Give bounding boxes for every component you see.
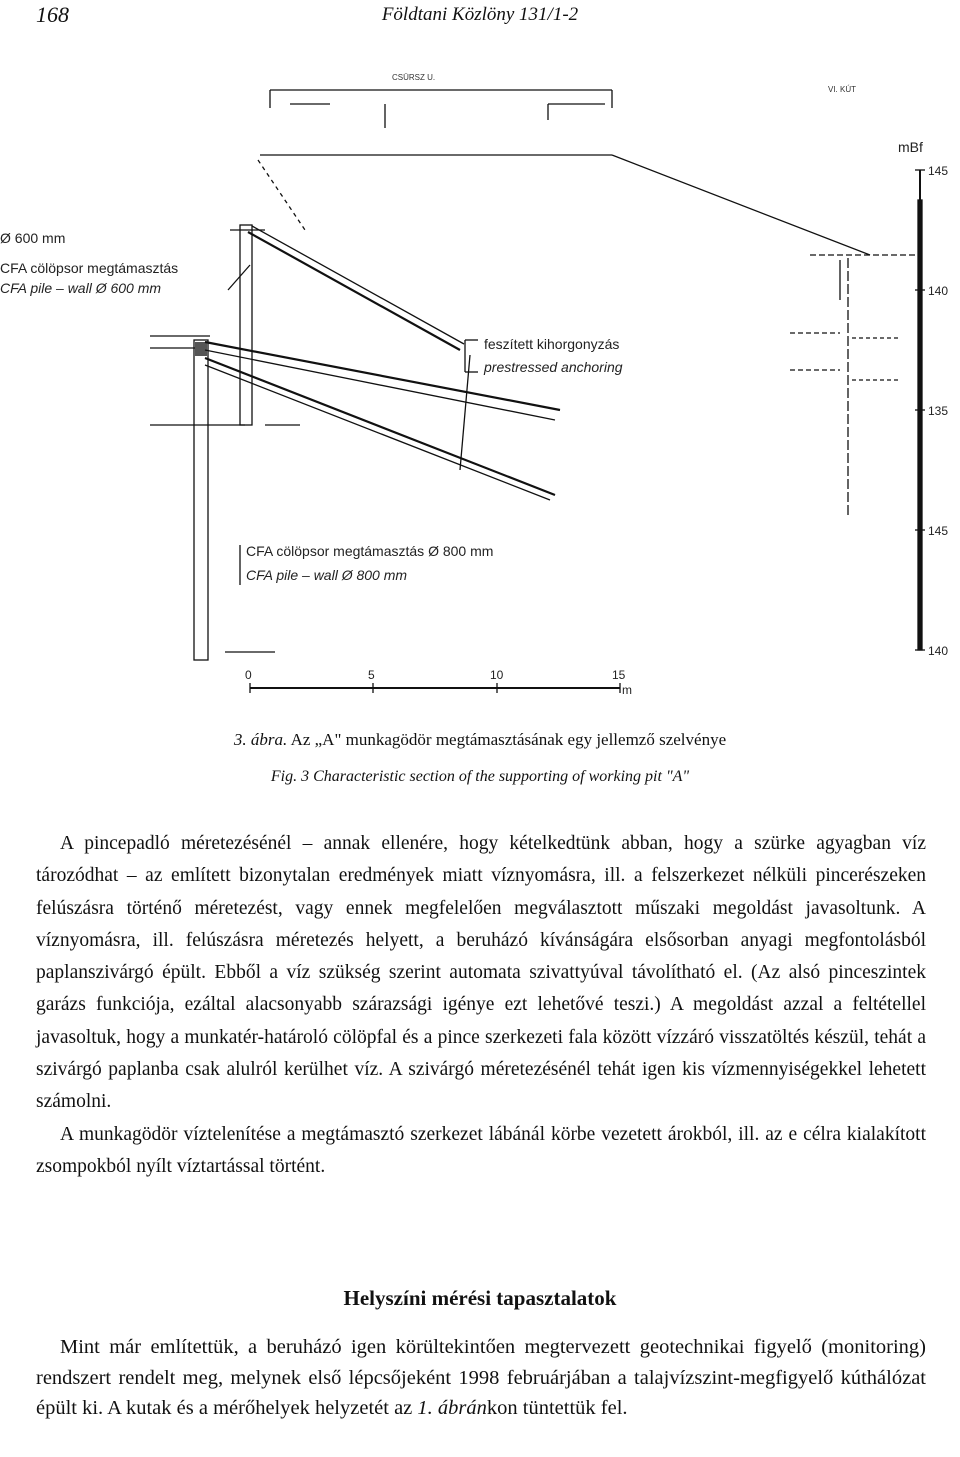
wall800-en-label: CFA pile – wall Ø 800 mm: [246, 567, 408, 583]
unit-label: mBf: [898, 139, 923, 155]
section-title: Helyszíni mérési tapasztalatok: [343, 1286, 617, 1310]
body-paragraphs: [36, 828, 926, 1183]
caption-hu-text: Az „A" munkagödör megtámasztásának egy jellemző szelvénye: [290, 730, 727, 749]
journal-title: Földtani Közlöny 131/1-2: [381, 4, 579, 25]
top-street-label: CSÜRSZ U.: [392, 73, 436, 82]
scale-tick: 10: [490, 668, 504, 682]
figure-reference: 1. ábrán: [417, 1397, 487, 1419]
caption-en-text: Characteristic section of the supporting of working pit "A": [313, 768, 690, 785]
elevation-tick: 140: [928, 284, 949, 298]
anchor-en-label: prestressed anchoring: [484, 359, 623, 375]
elevation-tick: 145: [928, 524, 949, 538]
scale-unit-label: m: [622, 683, 632, 697]
scale-tick: 5: [368, 668, 375, 682]
paragraph-text: kon tüntettük fel.: [486, 1397, 628, 1419]
elevation-tick: 145: [928, 164, 949, 178]
paragraph: A pincepadló méretezésénél – annak ellenére, hogy kételkedtünk abban, hogy a szürke agyagban víz tározódhat – az említett bizonytalan eredmények miatt víznyomásra, ill. a felszerkezet nélküli pincerészeken felúszásra történő méretezést, vagy ennek megfelelően megválasztott műszaki megoldást javasoltunk. A víznyomásra, ill. felúszásra méretezés helyett, a beruházó kívánságára elsősorban anyagi megfontolásból paplanszivárgó épült. Ebből a víz szükség szerint automata szivattyúval távolítható el. (Az alsó pinceszintek garázs funkciója, ezáltal alacsonyabb szárazsági igénye ezt lehetővé teszi.) A megoldást azzal a feltétellel javasoltuk, hogy a munkatér-határoló cölöpfal és a pince szerkezeti fala között vízzáró visszatöltés készül, tehát a szivárgó paplanba csak alulról kerülhet víz. A szivárgó méretezésénél tehát igen kis vízmennyiségekkel lehetett számolni.: [36, 833, 926, 1113]
scale-tick: 15: [612, 668, 626, 682]
wall600-en-label: CFA pile – wall Ø 600 mm: [0, 280, 162, 296]
caption-en-label: Fig. 3: [270, 768, 310, 785]
scale-tick: 0: [245, 668, 252, 682]
vi-kut-label: VI. KÚT: [828, 85, 857, 94]
wall600-dim-label: Ø 600 mm: [0, 230, 66, 246]
wall600-hu-label: CFA cölöpsor megtámasztás: [0, 260, 179, 276]
wall800-hu-label: CFA cölöpsor megtámasztás Ø 800 mm: [246, 543, 494, 559]
figure-caption-en: [0, 768, 960, 786]
elevation-tick: 135: [928, 404, 949, 418]
paragraph: A munkagödör víztelenítése a megtámasztó szerkezet lábánál körbe vezetett árokból, ill. az e célra kialakított zsompokból nyílt víztartással történt.: [36, 1123, 926, 1177]
page-number: 168: [36, 2, 69, 27]
elevation-tick: 140: [928, 644, 949, 658]
paragraph: [36, 1332, 926, 1424]
anchor-hu-label: feszített kihorgonyzás: [484, 336, 620, 352]
caption-hu-label: 3. ábra.: [233, 730, 288, 749]
figure-caption-hu: [0, 730, 960, 750]
paragraph-text: Mint már említettük, a beruházó igen körültekintően megtervezett geotechnikai figyelő (monitoring) rendszert rendelt meg, melynek első lépcsőjeként 1998 februárjában a talajvízszint-megfigyelő kúthálózat épült ki. A kutak és a mérőhelyek helyzetét az: [36, 1336, 926, 1419]
section-figure: [0, 60, 960, 700]
body-paragraph-2: [36, 1332, 926, 1424]
